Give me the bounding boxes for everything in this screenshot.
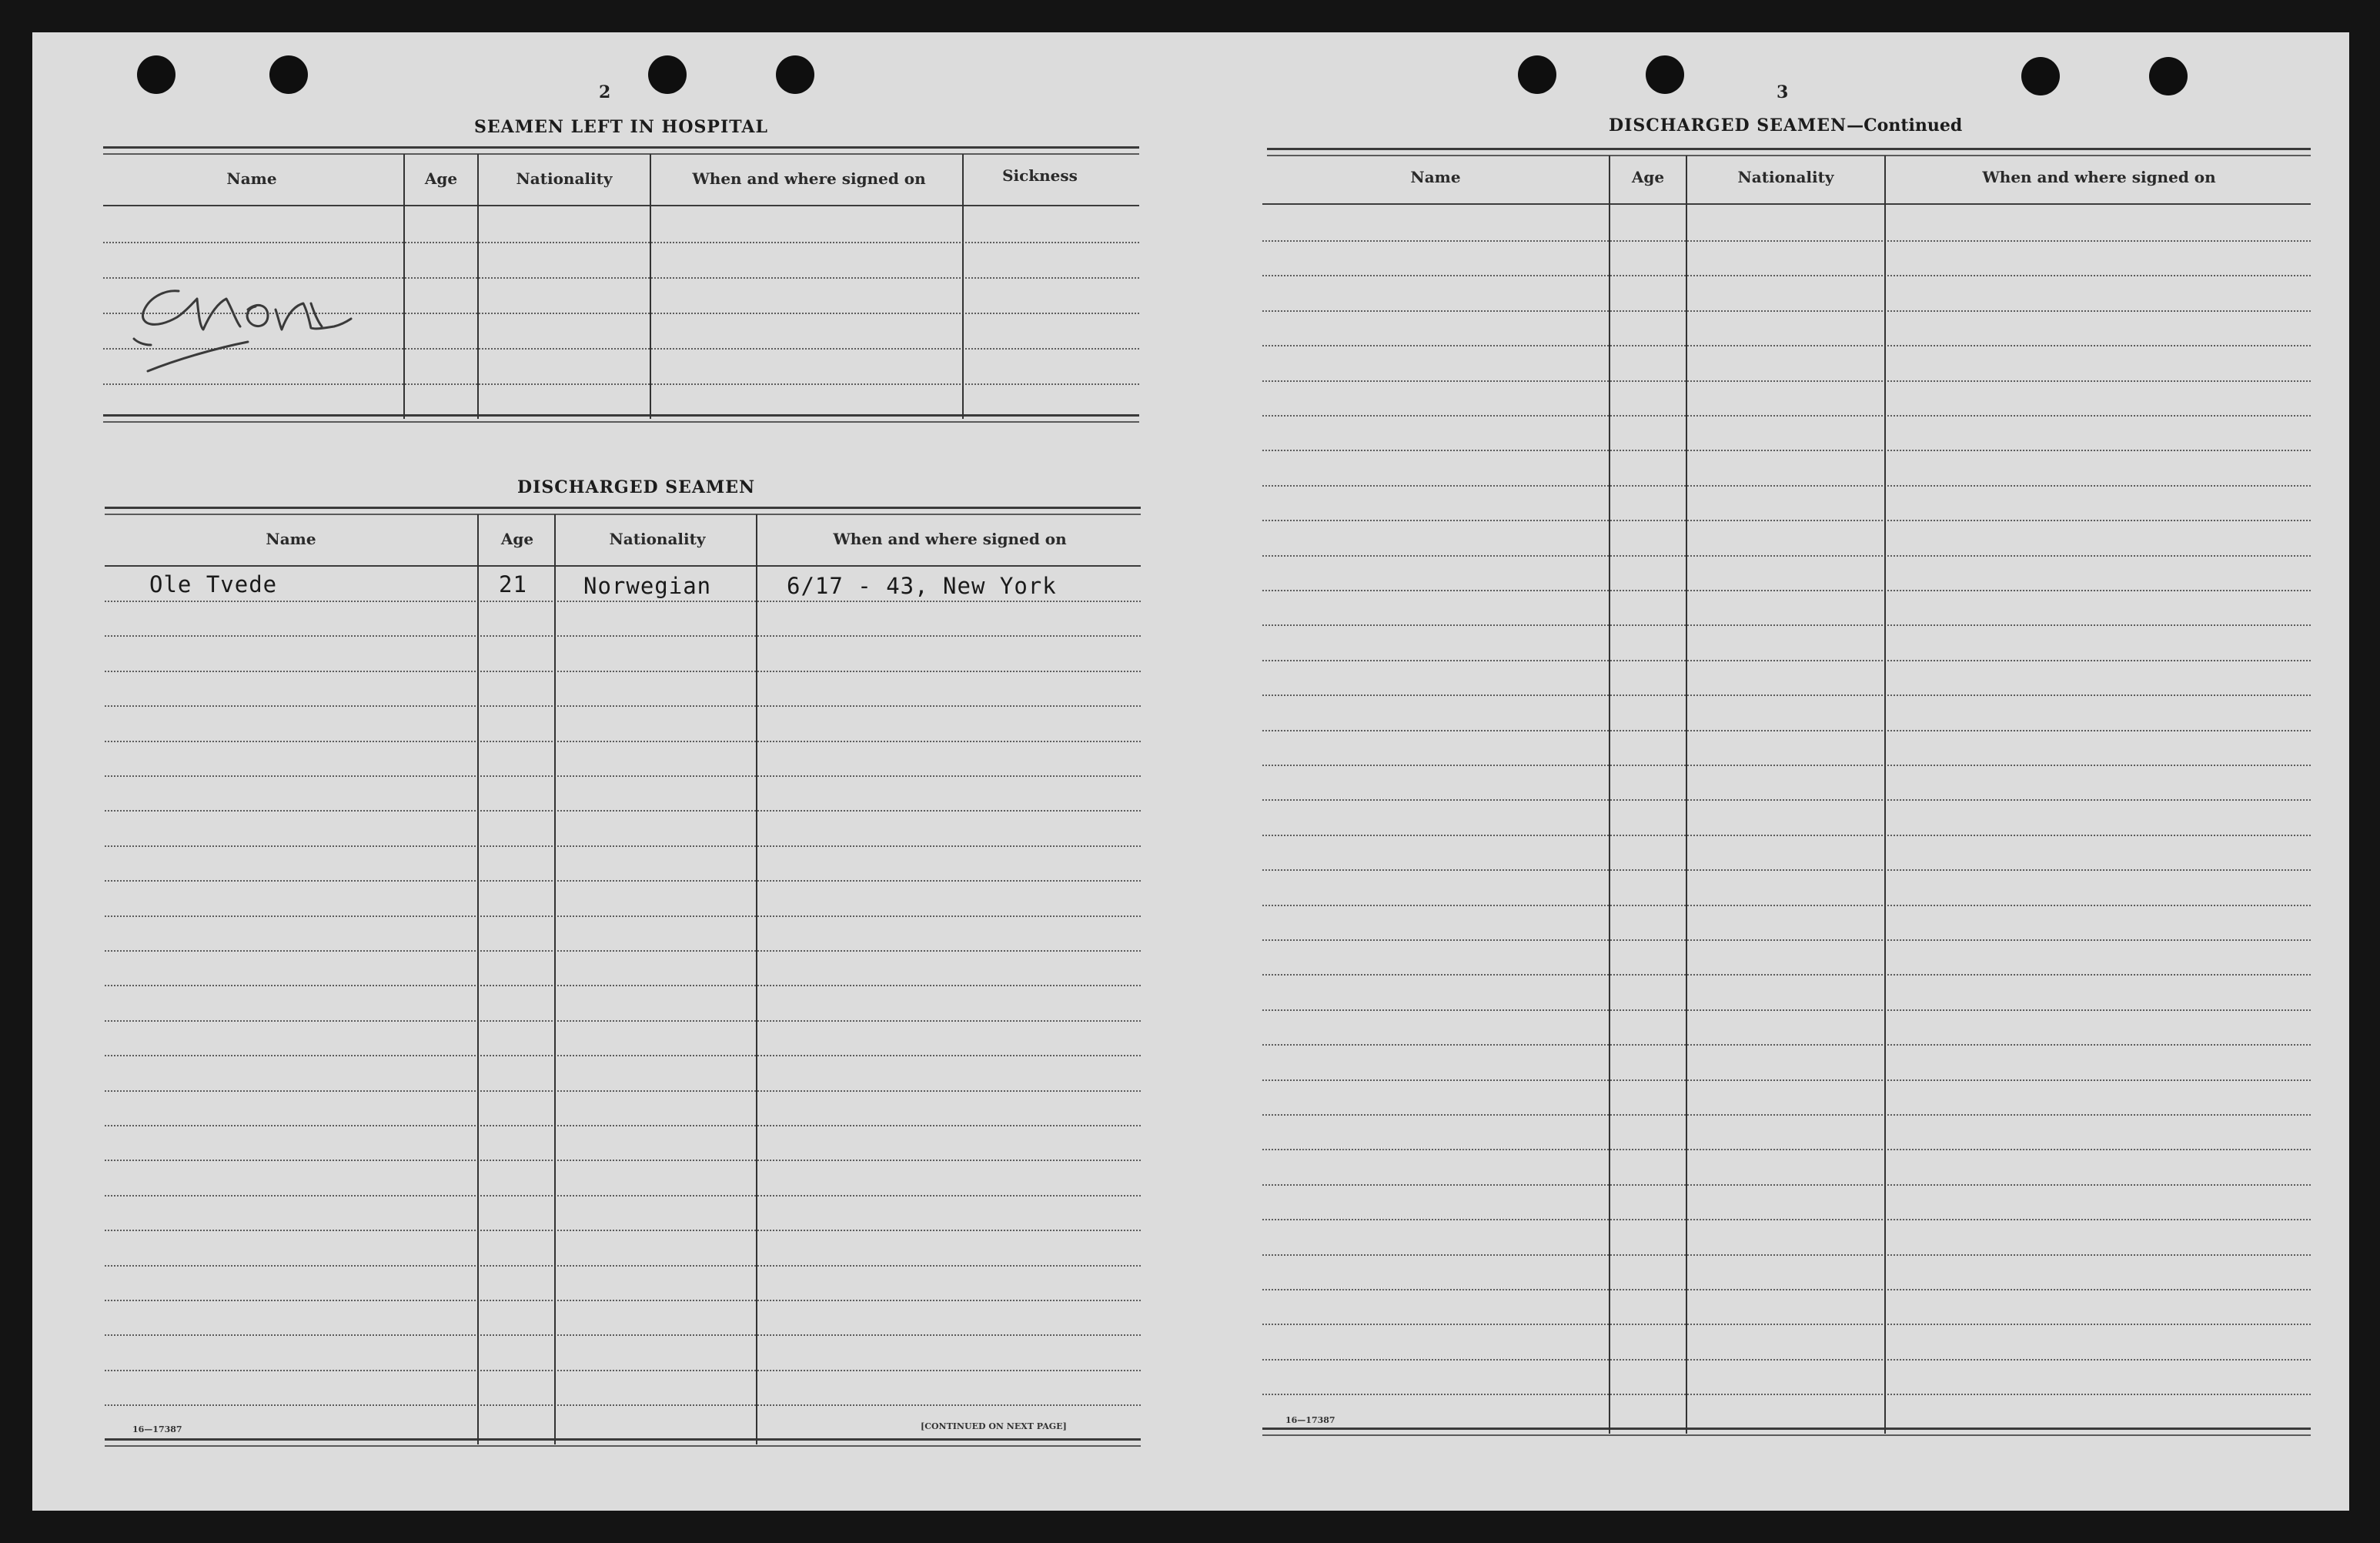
row-line [105,950,1141,952]
row-line [1262,974,2311,976]
discharged-top-rule [105,507,1141,515]
row-line [105,601,1141,602]
row-line [1262,869,2311,871]
col-header-age: Age [500,530,534,548]
row-line [1262,485,2311,487]
right-top-rule [1267,148,2311,156]
col-header-signed-on: When and where signed on [1982,168,2216,186]
row-line [105,1265,1141,1267]
form-number: 16—17387 [1285,1415,1335,1425]
row-line [1262,730,2311,731]
row-line [1262,660,2311,661]
col-header-name: Name [226,169,277,188]
row-line [1262,1044,2311,1046]
table-bottom-rule [1262,1428,2311,1436]
row-line [105,845,1141,847]
column-divider [962,154,964,419]
col-header-name: Name [266,530,316,548]
row-line [1262,1219,2311,1220]
seaman-age: 21 [499,571,527,597]
row-line [105,1055,1141,1056]
row-line [1262,450,2311,451]
row-line [105,1404,1141,1406]
row-line [105,1195,1141,1197]
right-header-rule [1262,203,2311,205]
row-line [105,671,1141,672]
col-header-age: Age [424,169,458,188]
punch-hole [2149,57,2188,95]
row-line [105,1160,1141,1161]
title-suffix: —Continued [1847,115,1963,136]
discharged-section-title: DISCHARGED SEAMEN [517,477,756,497]
hospital-bottom-rule [103,414,1139,423]
page-number: 2 [599,82,611,102]
column-divider [477,514,479,1444]
row-line [1262,695,2311,696]
punch-hole [269,55,308,94]
row-line [1262,1254,2311,1256]
col-header-nationality: Nationality [516,169,613,188]
row-line [1262,590,2311,591]
row-line [105,915,1141,917]
row-line [105,775,1141,777]
discharged-continued-title [1609,115,1962,136]
row-line [105,741,1141,742]
row-line [105,1090,1141,1092]
column-divider [403,154,405,419]
column-divider [1609,156,1610,1434]
punch-hole [1518,55,1556,94]
hospital-header-rule [103,205,1139,206]
punch-hole [137,55,175,94]
row-line [105,635,1141,637]
column-divider [1884,156,1886,1434]
page-number: 3 [1777,82,1789,102]
seaman-name: Ole Tvede [149,571,278,597]
row-line [1262,905,2311,906]
row-line [1262,275,2311,276]
row-line [1262,1394,2311,1395]
col-header-sickness: Sickness [1002,166,1078,185]
row-line [1262,799,2311,801]
form-number: 16—17387 [132,1424,182,1434]
column-divider [650,154,651,419]
table-bottom-rule [105,1438,1141,1447]
hospital-top-rule [103,146,1139,155]
punch-hole [1646,55,1684,94]
row-line [105,985,1141,986]
row-line [105,705,1141,707]
row-line [1262,555,2311,557]
row-line [105,880,1141,882]
column-divider [477,154,479,419]
row-line [105,810,1141,812]
row-line [105,1020,1141,1022]
column-divider [756,514,757,1444]
discharged-header-rule [105,565,1141,567]
col-header-signed-on: When and where signed on [692,169,926,188]
column-divider [1686,156,1687,1434]
row-line [1262,380,2311,382]
col-header-age: Age [1631,168,1665,186]
row-line [1262,520,2311,521]
row-line [1262,240,2311,242]
col-header-nationality: Nationality [1737,168,1834,186]
row-line [105,1230,1141,1231]
continued-note: [CONTINUED ON NEXT PAGE] [921,1421,1067,1431]
row-line [1262,835,2311,836]
row-line [1262,624,2311,626]
row-line [1262,1184,2311,1186]
row-line [1262,765,2311,766]
col-header-name: Name [1410,168,1461,186]
row-line [1262,1359,2311,1361]
row-line [103,242,1139,243]
seaman-signed-on: 6/17 - 43, New York [787,573,1057,599]
punch-hole [2021,57,2060,95]
row-line [1262,1324,2311,1325]
column-divider [554,514,556,1444]
row-line [1262,1114,2311,1116]
punch-hole [648,55,687,94]
row-line [1262,1289,2311,1290]
row-line [105,1370,1141,1371]
punch-hole [776,55,814,94]
title-text: DISCHARGED SEAMEN [1609,115,1847,136]
ledger-spread [32,32,2349,1511]
row-line [1262,1079,2311,1081]
row-line [105,1334,1141,1336]
hospital-section-title: SEAMEN LEFT IN HOSPITAL [474,117,768,137]
row-line [1262,310,2311,312]
row-line [1262,1009,2311,1011]
row-line [1262,415,2311,417]
row-line [105,1300,1141,1301]
row-line [105,1125,1141,1126]
seaman-nationality: Norwegian [583,573,712,599]
col-header-signed-on: When and where signed on [833,530,1067,548]
handwritten-none [132,256,394,390]
row-line [1262,939,2311,941]
col-header-nationality: Nationality [609,530,706,548]
row-line [1262,345,2311,346]
row-line [1262,1149,2311,1150]
